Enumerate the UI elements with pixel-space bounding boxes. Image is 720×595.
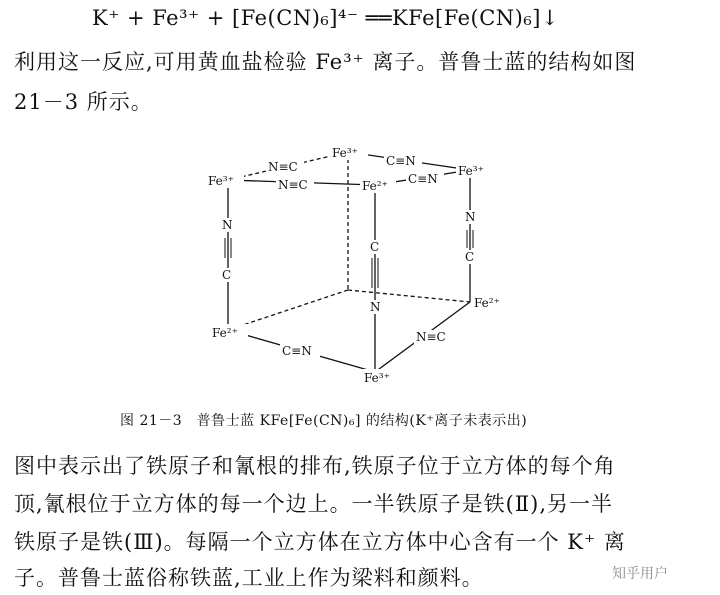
prussian-blue-structure-diagram [170, 140, 540, 400]
fe-bottom-label: Fe³⁺ [364, 371, 390, 385]
cn-left-c-label: C [222, 268, 232, 282]
cn-top-back2-label: C≡N [386, 154, 416, 168]
fe-right-back-label: Fe³⁺ [458, 164, 484, 178]
cn-right-n-label: N [465, 210, 476, 224]
body-line-1: 图中表示出了铁原子和氰根的排布,铁原子位于立方体的每个角 [14, 454, 616, 478]
body-line-4: 子。普鲁士蓝俗称铁蓝,工业上作为梁料和颜料。 [14, 566, 484, 590]
fe-front-right-label: Fe²⁺ [474, 296, 500, 310]
watermark: 知乎用户 [612, 566, 668, 582]
cn-left-n-label: N [222, 218, 233, 232]
cn-top-right-label: C≡N [408, 172, 438, 186]
body-line-2: 顶,氰根位于立方体的每一个边上。一半铁原子是铁(Ⅱ),另一半 [14, 492, 614, 516]
cn-top-left-label: N≡C [278, 178, 308, 192]
reaction-equation: K⁺ + Fe³⁺ + [Fe(CN)₆]⁴⁻ ══KFe[Fe(CN)₆]↓ [92, 6, 560, 30]
fe-left-back-label: Fe³⁺ [208, 174, 234, 188]
fe-left-bottom-label: Fe²⁺ [212, 326, 238, 340]
back-right-edge [348, 290, 470, 302]
cn-right-c-label: C [465, 250, 475, 264]
cn-top-back-label: N≡C [268, 160, 298, 174]
intro-line-1: 利用这一反应,可用黄血盐检验 Fe³⁺ 离子。普鲁士蓝的结构如图 [14, 50, 637, 74]
cn-front-c-label: C [370, 240, 380, 254]
intro-line-2: 21－3 所示。 [14, 90, 153, 114]
cn-front-n-label: N [370, 300, 381, 314]
cn-bottom-right-label: N≡C [416, 330, 446, 344]
fe-top-back-label: Fe³⁺ [332, 146, 358, 160]
cn-bottom-left-label: C≡N [282, 344, 312, 358]
fe-front-top-label: Fe²⁺ [362, 179, 388, 193]
body-line-3: 铁原子是铁(Ⅲ)。每隔一个立方体在立方体中心含有一个 K⁺ 离 [14, 530, 626, 554]
figure-caption: 图 21－3 普鲁士蓝 KFe[Fe(CN)₆] 的结构(K⁺离子未表示出) [120, 413, 528, 429]
